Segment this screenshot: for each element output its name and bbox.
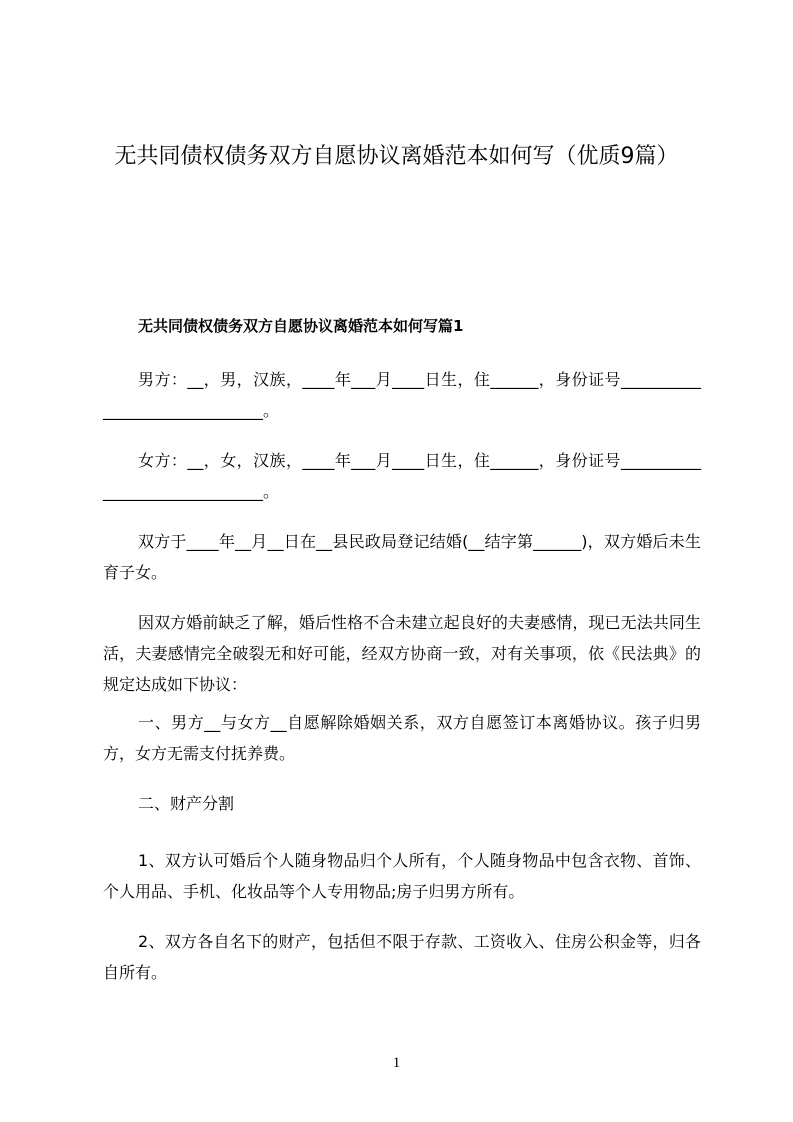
paragraph-marriage-registration: 双方于____年__月__日在__县民政局登记结婚(__结字第______)，双方婚后未生育子女。 [103, 532, 701, 582]
paragraph-male-party: 男方：__，男，汉族，____年___月____日生，住______，身份证号__________ ____________________。 [103, 370, 701, 420]
paragraph-property-1: 1、双方认可婚后个人随身物品归个人所有，个人随身物品中包含衣物、首饰、个人用品、手机、化妆品等个人专用物品;房子归男方所有。 [103, 851, 701, 901]
section-heading: 无共同债权债务双方自愿协议离婚范本如何写篇1 [138, 317, 464, 335]
paragraph-female-party: 女方：__，女，汉族，____年___月____日生，住______，身份证号__________ ____________________。 [103, 451, 701, 501]
paragraph-clause-1: 一、男方__与女方__自愿解除婚姻关系，双方自愿签订本离婚协议。孩子归男方，女方无需支付抚养费。 [103, 713, 701, 763]
document-title: 无共同债权债务双方自愿协议离婚范本如何写（优质9篇） [114, 144, 679, 169]
paragraph-property-heading: 二、财产分割 [138, 794, 235, 813]
paragraph-property-2: 2、双方各自名下的财产，包括但不限于存款、工资收入、住房公积金等，归各自所有。 [103, 932, 701, 982]
paragraph-reason: 因双方婚前缺乏了解，婚后性格不合未建立起良好的夫妻感情，现已无法共同生活，夫妻感情完全破裂无和好可能，经双方协商一致，对有关事项，依《民法典》的规定达成如下协议： [103, 613, 701, 694]
page-number: 1 [392, 1055, 401, 1071]
